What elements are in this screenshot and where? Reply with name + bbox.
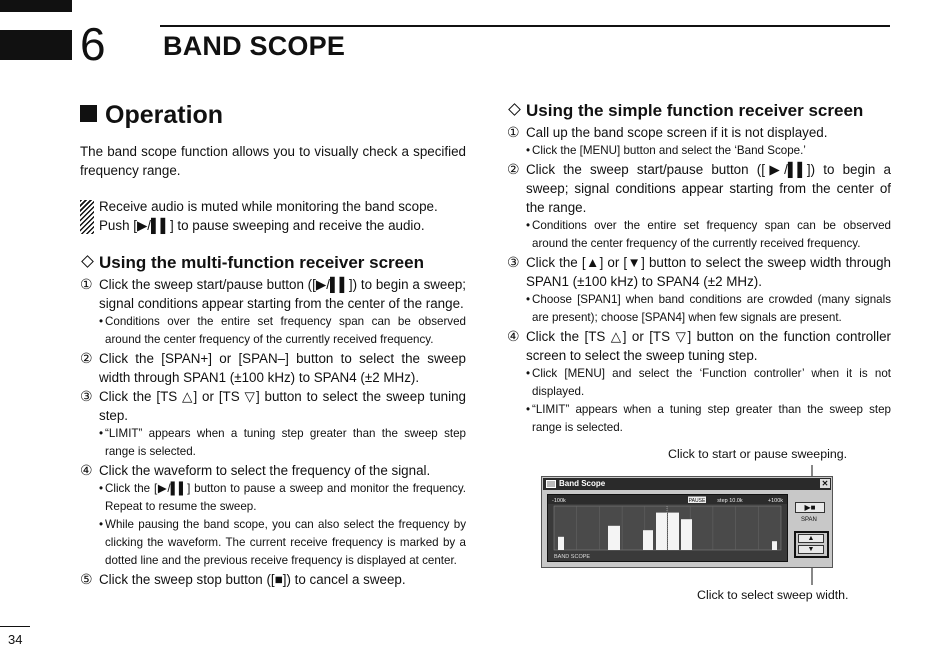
subheading-multi: Using the multi-function receiver screen bbox=[80, 252, 466, 274]
scope-controls bbox=[792, 494, 830, 562]
span-down-button[interactable]: ▼ bbox=[798, 545, 824, 554]
right-column bbox=[507, 100, 891, 437]
signal-bar bbox=[772, 541, 777, 550]
window-title: Band Scope bbox=[559, 479, 606, 488]
scale-left-label: -100k bbox=[552, 498, 566, 504]
footer-label: BAND SCOPE bbox=[554, 554, 591, 560]
window-icon bbox=[546, 480, 556, 488]
span-label: SPAN bbox=[801, 517, 817, 523]
step-text: Click the waveform to select the frequency of the signal. bbox=[99, 463, 431, 478]
step-text: Call up the band scope screen if it is not displayed. bbox=[526, 125, 828, 140]
band-scope-window bbox=[541, 476, 833, 568]
step-note: • “LIMIT” appears when a tuning step greater than the sweep step range is selected. bbox=[507, 401, 891, 437]
step-number: ④ bbox=[507, 328, 520, 344]
scope-plot[interactable] bbox=[548, 495, 787, 561]
right-steps bbox=[507, 123, 891, 437]
square-bullet-icon bbox=[80, 105, 97, 122]
intro-paragraph: The band scope function allows you to visually check a specified frequency range. bbox=[80, 144, 466, 178]
step-note: • Choose [SPAN1] when band conditions are crowded (many signals are present); choose [SPAN4] when few signals are present. bbox=[507, 291, 891, 327]
caption-top: Click to start or pause sweeping. bbox=[668, 447, 848, 461]
step-text: Click the [▲] or [▼] button to select the sweep width through SPAN1 (±100 kHz) to SPAN4 (±2 MHz). bbox=[526, 255, 891, 289]
left-column bbox=[80, 100, 466, 589]
step-4 bbox=[80, 461, 466, 480]
sweep-start-pause-button[interactable]: ▶■ bbox=[795, 502, 825, 513]
signal-bar bbox=[656, 513, 667, 550]
step-1 bbox=[80, 275, 466, 313]
step-note: • “LIMIT” appears when a tuning step greater than the sweep step range is selected. bbox=[80, 425, 466, 461]
chapter-tab-bottom bbox=[0, 30, 72, 60]
scope-graph[interactable] bbox=[547, 494, 788, 562]
section-heading: Operation bbox=[80, 100, 466, 130]
step-2 bbox=[80, 349, 466, 387]
scale-bar bbox=[548, 495, 787, 504]
step-3 bbox=[80, 387, 466, 425]
span-highlight bbox=[794, 531, 829, 558]
step-note: • Click [MENU] and select the ‘Function controller’ when it is not displayed. bbox=[507, 365, 891, 401]
diamond-icon bbox=[508, 103, 521, 116]
step-text: Click the [TS △] or [TS ▽] button on the function controller screen to select the sweep tuning step. bbox=[526, 329, 891, 363]
left-steps bbox=[80, 275, 466, 589]
step-text: Click the sweep stop button ([■]) to cancel a sweep. bbox=[99, 572, 406, 587]
diamond-icon bbox=[81, 255, 94, 268]
step-text: Click the [TS △] or [TS ▽] button to select the sweep tuning step. bbox=[99, 389, 466, 423]
step-number: ② bbox=[80, 350, 93, 366]
step-note: • Conditions over the entire set frequency span can be observed around the center frequency of the currently received frequency. bbox=[80, 313, 466, 349]
step-5 bbox=[80, 570, 466, 589]
signal-bar bbox=[608, 526, 620, 550]
step-2 bbox=[507, 160, 891, 217]
span-up-button[interactable]: ▲ bbox=[798, 534, 824, 543]
step-note: • Conditions over the entire set frequency span can be observed around the center frequency of the currently received frequency. bbox=[507, 217, 891, 253]
scale-right-label: +100k bbox=[767, 498, 783, 504]
step-number: ① bbox=[80, 276, 93, 292]
signal-bar bbox=[668, 513, 679, 550]
chapter-tab-top bbox=[0, 0, 72, 12]
step-label: step 10.0k bbox=[717, 498, 743, 504]
step-number: ⑤ bbox=[80, 571, 93, 587]
pause-label: PAUSE bbox=[688, 498, 706, 504]
close-icon[interactable]: ✕ bbox=[821, 479, 829, 488]
step-number: ④ bbox=[80, 462, 93, 478]
step-text: Click the sweep start/pause button ([▶/▌▌]) to begin a sweep; signal conditions appear starting from the center of the range. bbox=[99, 277, 466, 311]
chapter-number: 6 bbox=[80, 18, 106, 70]
caption-bottom: Click to select sweep width. bbox=[697, 588, 849, 602]
step-number: ③ bbox=[80, 388, 93, 404]
note bbox=[80, 197, 466, 235]
step-3 bbox=[507, 253, 891, 291]
subheading-simple: Using the simple function receiver screen bbox=[507, 100, 891, 122]
step-text: Click the [SPAN+] or [SPAN–] button to select the sweep width through SPAN1 (±100 kHz) to SPAN4 (±2 MHz). bbox=[99, 351, 466, 385]
chapter-title: BAND SCOPE bbox=[163, 31, 346, 61]
step-number: ② bbox=[507, 161, 520, 177]
step-number: ① bbox=[507, 124, 520, 140]
window-titlebar bbox=[543, 478, 831, 490]
signal-bar bbox=[643, 530, 653, 550]
step-note: • While pausing the band scope, you can also select the frequency by clicking the waveform. The current receive frequency is marked by a dotted line and the previous receive frequency is displayed at center. bbox=[80, 516, 466, 570]
step-number: ③ bbox=[507, 254, 520, 270]
step-4 bbox=[507, 327, 891, 365]
note-icon bbox=[80, 200, 94, 234]
chapter-rule bbox=[160, 25, 890, 27]
step-text: Click the sweep start/pause button ([▶/▌▌]) to begin a sweep; signal conditions appear starting from the center of the range. bbox=[526, 162, 891, 215]
signal-bar bbox=[558, 537, 564, 550]
page-number: 34 bbox=[8, 632, 23, 647]
step-note: • Click the [MENU] button and select the ‘Band Scope.’ bbox=[507, 142, 891, 160]
note-text: Receive audio is muted while monitoring the band scope. Push [▶/▌▌] to pause sweeping and receive the audio. bbox=[99, 199, 438, 233]
step-note: • Click the [▶/▌▌] button to pause a sweep and monitor the frequency. Repeat to resume the sweep. bbox=[80, 480, 466, 516]
step-1 bbox=[507, 123, 891, 142]
signal-bar bbox=[681, 519, 692, 550]
page-rule bbox=[0, 626, 30, 627]
